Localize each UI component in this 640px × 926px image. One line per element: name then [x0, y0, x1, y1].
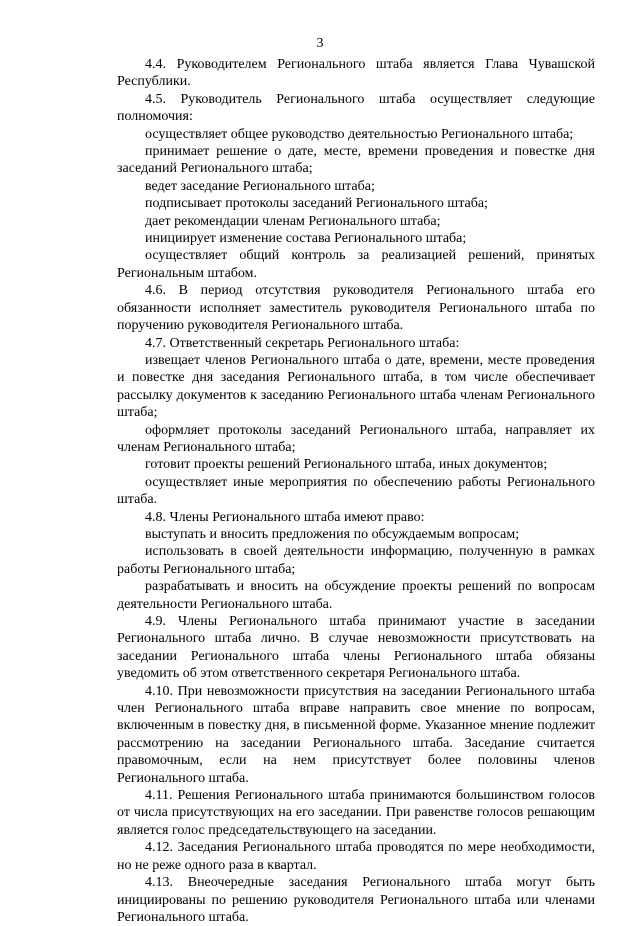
list-item: осуществляет общее руководство деятельностью Регионального штаба; — [145, 126, 574, 142]
list-item: разрабатывать и вносить на обсуждение проекты решений по вопросам деятельности Регионального штаба. — [117, 579, 595, 612]
list-item: оформляет протоколы заседаний Регионального штаба, направляет их членам Регионального штаба; — [117, 422, 595, 455]
paragraph-4-5: 4.5. Руководитель Регионального штаба осуществляет следующие полномочия: — [117, 91, 595, 125]
list-item: дает рекомендации членам Регионального штаба; — [145, 213, 441, 229]
page-number: 3 — [316, 36, 324, 51]
paragraph-4-10: 4.10. При невозможности присутствия на заседании Регионального штаба член Регионального штаба вправе направить свое мнение по вопросам, включенным в повестку дня, в письменной форме. Указанное мнение подлежит рассмотрению на заседании Регионального штаба. Заседание считается правомочным, если на нем присутствует более половины членов Регионального штаба. — [117, 683, 595, 786]
list-item: извещает членов Регионального штаба о дате, времени, месте проведения и повестке дня заседания Регионального штаба, в том числе обеспечивает рассылку документов к заседанию Регионального штаба членам Регионального штаба; — [117, 352, 595, 421]
paragraph-4-4: 4.4. Руководителем Регионального штаба является Глава Чувашской Республики. — [117, 57, 595, 90]
list-item: инициирует изменение состава Регионального штаба; — [145, 231, 467, 247]
list-item: выступать и вносить предложения по обсуждаемым вопросам; — [145, 526, 520, 542]
document-body — [117, 56, 595, 926]
list-item: осуществляет общий контроль за реализацией решений, принятых Региональным штабом. — [117, 248, 595, 281]
paragraph-4-8: 4.8. Члены Регионального штаба имеют право: — [145, 509, 425, 525]
paragraph-4-11: 4.11. Решения Регионального штаба принимаются большинством голосов от числа присутствующих на его заседании. При равенстве голосов решающим является голос председательствующего на заседании. — [117, 788, 595, 838]
paragraph-4-12: 4.12. Заседания Регионального штаба проводятся по мере необходимости, но не реже одного раза в квартал. — [117, 840, 595, 873]
list-item: готовит проекты решений Регионального штаба, иных документов; — [145, 457, 548, 473]
paragraph-4-9: 4.9. Члены Регионального штаба принимают участие в заседании Регионального штаба лично. В случае невозможности присутствовать на заседании Регионального штаба члены Регионального штаба обязаны уведомить об этом ответственного секретаря Регионального штаба. — [117, 614, 595, 682]
list-item: принимает решение о дате, месте, времени проведения и повестке дня заседаний Регионального штаба; — [117, 144, 595, 177]
list-item: подписывает протоколы заседаний Регионального штаба; — [145, 196, 488, 212]
list-item: ведет заседание Регионального штаба; — [145, 178, 375, 194]
list-item: использовать в своей деятельности информацию, полученную в рамках работы Регионального штаба; — [117, 544, 595, 577]
paragraph-4-7: 4.7. Ответственный секретарь Регионального штаба: — [145, 335, 460, 351]
list-item: осуществляет иные мероприятия по обеспечению работы Регионального штаба. — [117, 474, 595, 508]
paragraph-4-6: 4.6. В период отсутствия руководителя Регионального штаба его обязанности исполняет заместитель руководителя Регионального штаба по поручению руководителя Регионального штаба. — [117, 283, 595, 334]
paragraph-4-13: 4.13. Внеочередные заседания Регионального штаба могут быть инициированы по решению руководителя Регионального штаба или членами Регионального штаба. — [117, 875, 595, 925]
